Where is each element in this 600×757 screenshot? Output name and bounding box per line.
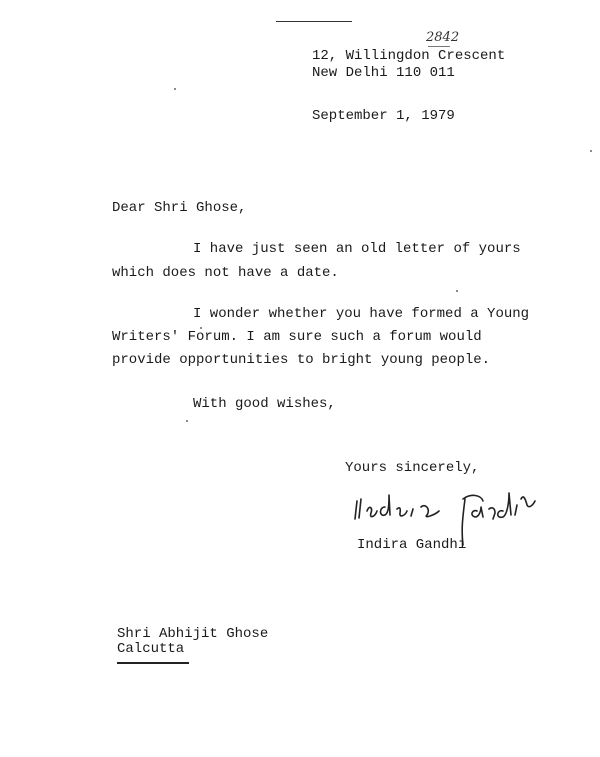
top-rule xyxy=(276,21,352,22)
address-line-2: New Delhi 110 011 xyxy=(312,65,455,81)
body-p1-line1: I have just seen an old letter of yours xyxy=(193,241,521,257)
body-p2-line1: I wonder whether you have formed a Young xyxy=(193,306,530,322)
speck xyxy=(456,290,458,292)
signatory-name: Indira Gandhi xyxy=(357,537,467,553)
speck xyxy=(186,420,188,422)
recipient-city: Calcutta xyxy=(117,641,185,657)
closing: Yours sincerely, xyxy=(345,460,480,476)
address-line-1: 12, Willingdon Crescent xyxy=(312,48,506,64)
body-p2-line2: Writers' Forum. I am sure such a forum would xyxy=(112,329,482,345)
speck xyxy=(590,150,592,152)
body-p2-line3: provide opportunities to bright young people. xyxy=(112,352,491,368)
annotation-underline xyxy=(428,46,450,47)
recipient-name: Shri Abhijit Ghose xyxy=(117,626,269,642)
speck xyxy=(200,327,202,329)
speck xyxy=(174,88,176,90)
body-p3: With good wishes, xyxy=(193,396,336,412)
body-p1-line2: which does not have a date. xyxy=(112,265,339,281)
handwritten-annotation: 2842 xyxy=(426,30,460,45)
salutation: Dear Shri Ghose, xyxy=(112,200,247,216)
recipient-underline xyxy=(117,662,189,664)
letter-date: September 1, 1979 xyxy=(312,108,455,124)
